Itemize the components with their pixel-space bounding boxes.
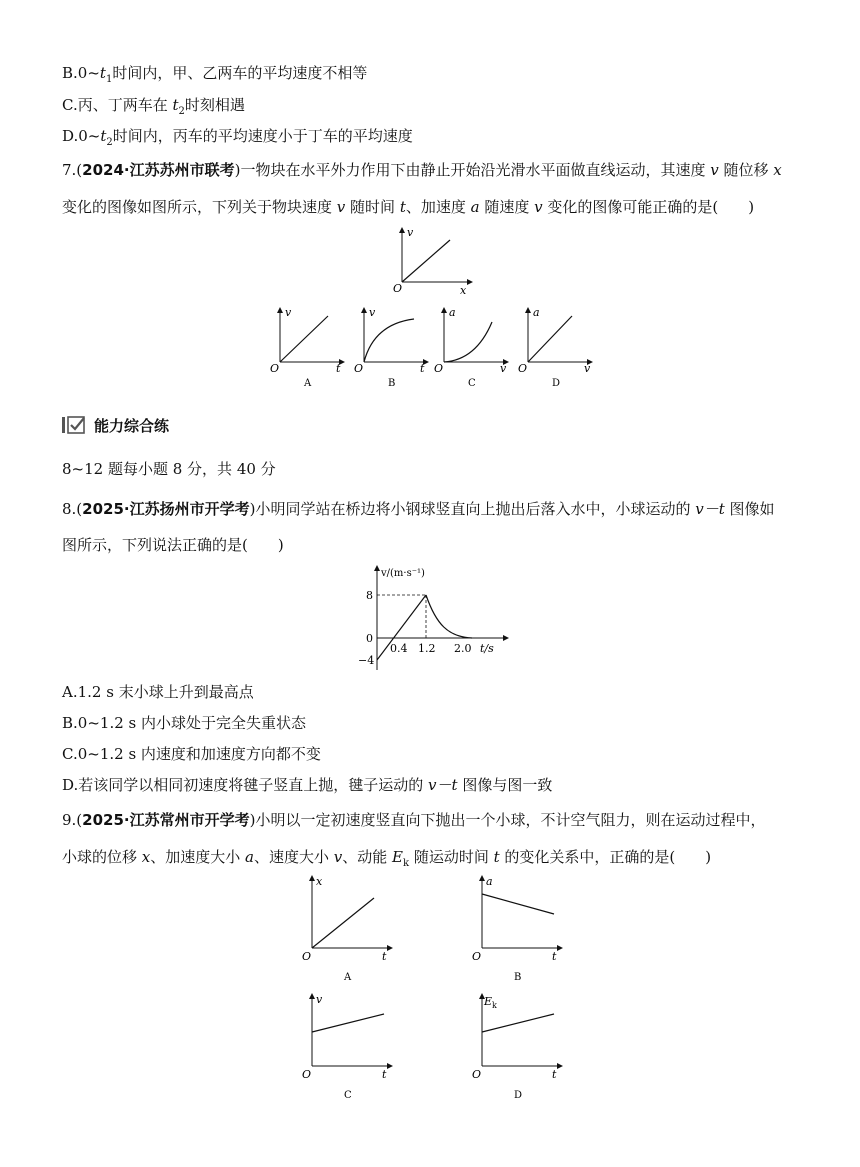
q8-option-a: A.1.2 s 末小球上升到最高点 [62, 683, 254, 701]
q7-stem-line2: 变化的图像如图所示，下列关于物块速度 v 随时间 t、加速度 a 随速度 v 变化的图像可能正确的是( ) [62, 198, 755, 216]
q8-option-d: D.若该同学以相同初速度将毽子竖直上抛，毽子运动的 v－t 图像与图一致 [62, 776, 553, 794]
x-axis-label: v [500, 362, 507, 375]
origin-label: O [472, 950, 482, 963]
y-axis-label: v [407, 226, 414, 239]
y-axis-label: x [316, 875, 323, 888]
option-label: C [468, 378, 476, 389]
scoring-note: 8~12 题每小题 8 分，共 40 分 [62, 460, 276, 478]
y-axis-label: $E_k$ [484, 995, 497, 1010]
origin-label: O [472, 1068, 482, 1081]
y-axis-label: v/(m·s⁻¹) [381, 568, 425, 579]
q7-option-a-graph [266, 304, 350, 392]
y-axis-label: v [285, 306, 292, 319]
x-axis-label: t [552, 950, 557, 963]
graph-line [312, 1014, 384, 1032]
origin-label: O [393, 282, 403, 295]
x-axis-label: t [382, 1068, 387, 1081]
y-axis-label: a [533, 306, 540, 319]
x-axis-label: t [382, 950, 387, 963]
q8-stem-line2: 图所示，下列说法正确的是( ) [62, 536, 284, 554]
q9-stem-line2: 小球的位移 x、加速度大小 a、速度大小 v、动能 $E_k$ 随运动时间 t 的变化关系中，正确的是( ) [62, 848, 712, 869]
graph-curve [444, 322, 492, 362]
graph-line [528, 316, 572, 362]
tick-y-minus4: −4 [358, 654, 375, 667]
q6-option-d: $D.0\sim t_2$时间内，丙车的平均速度小于丁车的平均速度 [62, 127, 413, 148]
option-label: A [304, 378, 312, 389]
graph-line [482, 894, 554, 914]
checkbox-check-icon [62, 416, 86, 434]
origin-label: O [518, 362, 528, 375]
x-axis-label: t [336, 362, 341, 375]
q7-main-graph [388, 224, 478, 296]
y-axis-label: a [449, 306, 456, 319]
q7-option-c-graph [430, 304, 514, 392]
origin-label: O [270, 362, 280, 375]
option-label: D [514, 1090, 523, 1101]
q7-option-b-graph [350, 304, 434, 392]
option-label: D [552, 378, 561, 389]
section-header [62, 414, 169, 436]
option-label: B [388, 378, 396, 389]
q9-option-a-graph [298, 872, 398, 988]
q9-option-b-graph [468, 872, 568, 988]
option-label: C [344, 1090, 352, 1101]
q9-option-c-graph [298, 990, 398, 1106]
tick-x-0.4: 0.4 [390, 642, 408, 655]
section-title: 能力综合练 [94, 416, 170, 435]
origin-label: O [434, 362, 444, 375]
origin-label: O [354, 362, 364, 375]
tick-y-8: 8 [366, 589, 373, 602]
x-axis-label: v [584, 362, 591, 375]
y-axis-label: v [369, 306, 376, 319]
graph-line [402, 240, 450, 282]
y-axis-label: a [486, 875, 493, 888]
q9-option-d-graph [468, 990, 568, 1106]
q9-stem-line1: 9.(2025·江苏常州市开学考)小明以一定初速度竖直向下抛出一个小球，不计空气阻力，则在运动过程中， [62, 811, 766, 829]
graph-curve-decay [426, 595, 472, 638]
q7-option-d-graph [514, 304, 598, 392]
tick-x-1.2: 1.2 [418, 642, 436, 655]
q8-vt-graph [352, 562, 512, 672]
q6-option-b: $B.0\sim t_1$时间内，甲、乙两车的平均速度不相等 [62, 64, 368, 85]
graph-line [312, 898, 374, 948]
x-axis-label: t [552, 1068, 557, 1081]
option-label: A [344, 972, 352, 983]
option-label: B [514, 972, 522, 983]
x-axis-label: t/s [480, 642, 494, 655]
tick-y-0: 0 [366, 632, 373, 645]
tick-x-2.0: 2.0 [454, 642, 472, 655]
q6-option-c: C.丙、丁两车在 $t_2$时刻相遇 [62, 96, 245, 117]
q8-stem-line1: 8.(2025·江苏扬州市开学考)小明同学站在桥边将小钢球竖直向上抛出后落入水中，小球运动的 v－t 图像如 [62, 500, 775, 518]
q8-option-b: B.0~1.2 s 内小球处于完全失重状态 [62, 714, 306, 732]
q7-stem-line1: 7.(2024·江苏苏州市联考)一物块在水平外力作用下由静止开始沿光滑水平面做直线运动，其速度 v 随位移 x [62, 161, 782, 179]
graph-line [280, 316, 328, 362]
origin-label: O [302, 950, 312, 963]
graph-line [482, 1014, 554, 1032]
origin-label: O [302, 1068, 312, 1081]
q8-option-c: C.0~1.2 s 内速度和加速度方向都不变 [62, 745, 321, 763]
x-axis-label: x [460, 284, 467, 297]
y-axis-label: v [316, 993, 323, 1006]
graph-curve [364, 319, 414, 362]
x-axis-label: t [420, 362, 425, 375]
